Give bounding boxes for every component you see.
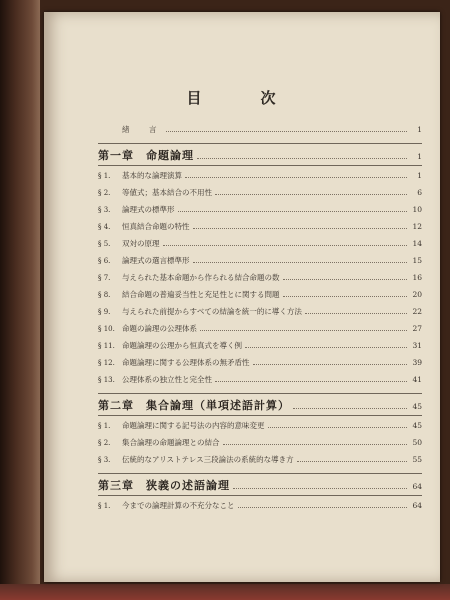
book-spine-shadow [0,0,40,600]
page-number: 1 [417,171,422,180]
section-title: 今までの論理計算の不充分なこと [122,501,235,510]
leader-dots [305,308,407,314]
toc-entry [98,238,422,252]
section-number: § 7. [98,274,111,282]
intro-label: 緒 言 [122,125,163,134]
toc-entry [98,437,422,451]
page-number: 22 [412,307,422,316]
section-title: 基本的な論理演算 [122,171,182,180]
chapter-heading [98,477,422,491]
chapter-title: 第三章 狭義の述語論理 [98,479,230,492]
page-number: 50 [412,438,422,447]
toc-entry [98,289,422,303]
divider [98,143,422,144]
page-number: 1 [417,152,422,161]
leader-dots [166,126,408,132]
divider [98,473,422,474]
section-title: 与えられた基本命題から作られる結合命題の数 [122,273,280,282]
leader-dots [223,439,408,445]
section-number: § 4. [98,223,111,231]
section-number: § 2. [98,439,111,447]
toc-entry [98,357,422,371]
section-title: 双対の原理 [122,239,160,248]
leader-dots [215,189,407,195]
section-number: § 1. [98,502,111,510]
page-number: 55 [412,455,422,464]
chapter-heading [98,397,422,411]
section-title: 恒真結合命題の特性 [122,222,190,231]
section-number: § 1. [98,172,111,180]
section-number: § 12. [98,359,115,367]
leader-dots [283,274,408,280]
section-title: 論理式の標準形 [122,205,175,214]
section-number: § 13. [98,376,115,384]
divider [98,165,422,166]
leader-dots [215,376,407,382]
leader-dots [297,456,407,462]
leader-dots [268,422,408,428]
chapter-title: 第一章 命題論理 [98,149,194,162]
leader-dots [178,206,408,212]
leader-dots [163,240,408,246]
desk-edge [0,584,450,600]
page-number: 39 [412,358,422,367]
page-number: 41 [412,375,422,384]
toc-entry [98,272,422,286]
leader-dots [193,257,408,263]
section-title: 結合命題の普遍妥当性と充足性とに関する問題 [122,290,280,299]
toc-entry [98,306,422,320]
toc-intro [98,124,422,138]
section-title: 公理体系の独立性と完全性 [122,375,212,384]
page-number: 1 [417,125,422,134]
leader-dots [293,403,407,409]
divider [98,495,422,496]
toc-entry [98,221,422,235]
section-number: § 6. [98,257,111,265]
page-number: 45 [412,402,422,411]
page-number: 10 [412,205,422,214]
page-number: 27 [412,324,422,333]
page-number: 20 [412,290,422,299]
section-number: § 2. [98,189,111,197]
section-title: 命題の論理の公理体系 [122,324,197,333]
page-number: 14 [412,239,422,248]
page-number: 6 [417,188,422,197]
section-title: 集合論理の命題論理との結合 [122,438,220,447]
leader-dots [233,483,407,489]
divider [98,393,422,394]
section-title: 与えられた前提からすべての結論を統一的に導く方法 [122,307,302,316]
section-number: § 11. [98,342,115,350]
section-title: 命題論理に関する公理体系の無矛盾性 [122,358,250,367]
toc-entry [98,374,422,388]
page-number: 31 [412,341,422,350]
toc-entry [98,187,422,201]
section-number: § 3. [98,456,111,464]
leader-dots [197,153,407,159]
page-title: 目 次 [186,89,298,107]
section-number: § 10. [98,325,115,333]
section-title: 命題論理に関する記号法の内容的意味変更 [122,421,265,430]
section-title: 命題論理の公理から恒真式を導く例 [122,341,242,350]
leader-dots [185,172,407,178]
page-number: 15 [412,256,422,265]
toc-entry [98,323,422,337]
leader-dots [253,359,408,365]
toc-entry [98,170,422,184]
toc-entry [98,204,422,218]
toc-page [44,12,440,582]
section-number: § 9. [98,308,111,316]
toc-entry [98,255,422,269]
section-title: 論理式の選言標準形 [122,256,190,265]
leader-dots [200,325,407,331]
toc-entry [98,420,422,434]
page-number: 16 [412,273,422,282]
section-title: 伝統的なアリストテレス三段論法の系統的な導き方 [122,455,294,464]
page-number: 12 [412,222,422,231]
page-number: 64 [412,482,422,491]
toc-entry [98,340,422,354]
leader-dots [238,502,408,508]
divider [98,415,422,416]
section-number: § 5. [98,240,111,248]
toc-entry [98,454,422,468]
section-number: § 8. [98,291,111,299]
leader-dots [193,223,408,229]
leader-dots [283,291,408,297]
chapter-title: 第二章 集合論理（単項述語計算） [98,399,290,412]
section-title: 等値式；基本結合の不用性 [122,188,212,197]
toc-entry [98,500,422,514]
page-number: 45 [412,421,422,430]
chapter-heading [98,147,422,161]
page-number: 64 [412,501,422,510]
section-number: § 1. [98,422,111,430]
leader-dots [245,342,407,348]
section-number: § 3. [98,206,111,214]
